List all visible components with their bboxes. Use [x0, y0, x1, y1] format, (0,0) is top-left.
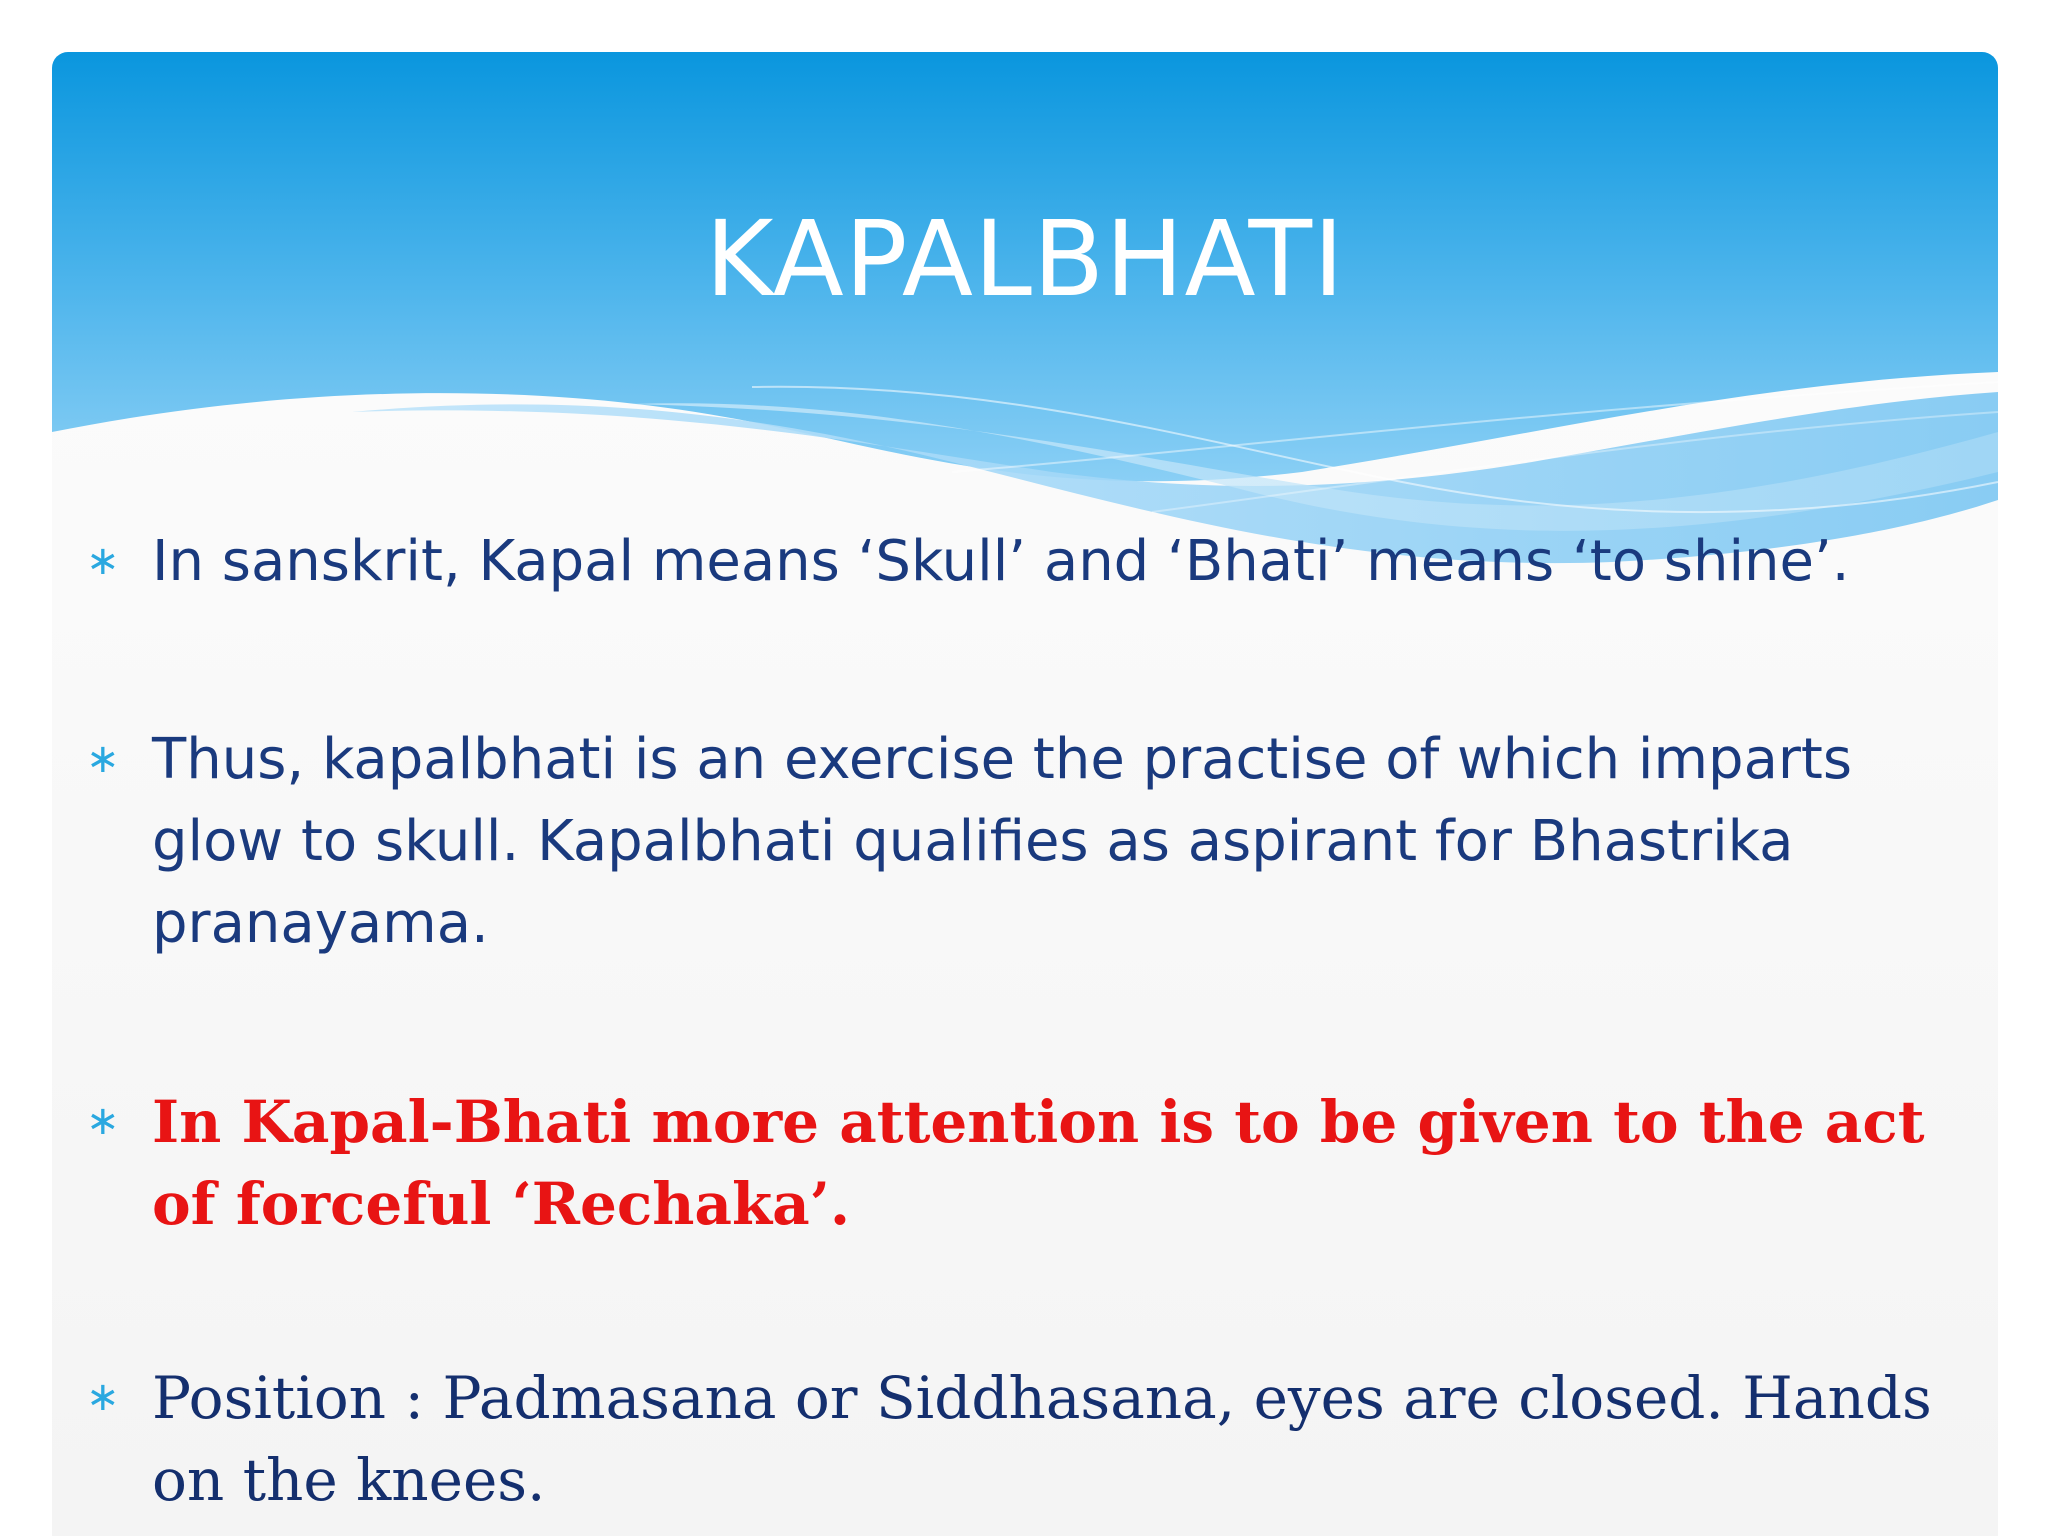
- bullet-list: [52, 52, 1998, 1536]
- bullet-item: [86, 1356, 1966, 1521]
- bullet-item-highlight: [86, 1080, 1966, 1245]
- bullet-text: Thus, kapalbhati is an exercise the practise of which imparts glow to skull. Kapalbhati qualifies as aspirant for Bhastrika pranayama.: [152, 727, 1853, 956]
- slide-content-area: [52, 52, 1998, 1536]
- bullet-text-emphasis: In Kapal-Bhati more attention is to be given to the act of forceful ‘Rechaka’.: [152, 1088, 1925, 1238]
- bullet-item: [86, 718, 1966, 965]
- asterisk-bullet-icon: ∗: [86, 736, 120, 782]
- bullet-text: In sanskrit, Kapal means ‘Skull’ and ‘Bhati’ means ‘to shine’.: [152, 529, 1850, 594]
- bullet-text: Position : Padmasana or Siddhasana, eyes are closed. Hands on the knees.: [152, 1364, 1932, 1514]
- asterisk-bullet-icon: ∗: [86, 1098, 120, 1144]
- asterisk-bullet-icon: ∗: [86, 1374, 120, 1420]
- slide-title: KAPALBHATI: [705, 198, 1345, 320]
- bullet-item: [86, 520, 1966, 603]
- asterisk-bullet-icon: ∗: [86, 538, 120, 584]
